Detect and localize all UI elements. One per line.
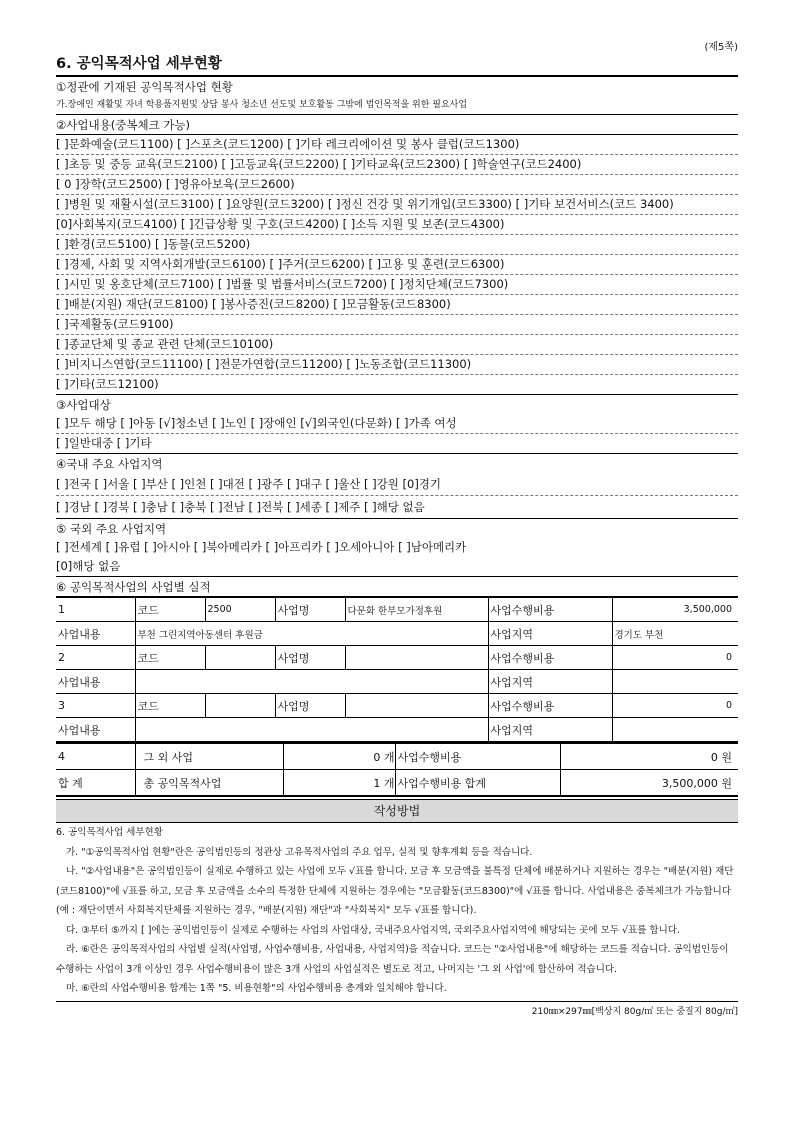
- business-line[interactable]: [ ]비지니스연합(코드11100) [ ]전문가연합(코드11200) [ ]노동조합(코드11300): [56, 355, 738, 375]
- business-line[interactable]: [ ]시민 및 옹호단체(코드7100) [ ]법률 및 법률서비스(코드7200) [ ]정치단체(코드7300): [56, 275, 738, 295]
- paper-spec-footer: 210㎜×297㎜[백상지 80g/㎡ 또는 중질지 80g/㎡]: [56, 1001, 738, 1017]
- guide-paragraph: 라. ⑥란은 공익목적사업의 사업별 실적(사업명, 사업수행비용, 사업내용, 사업지역)을 적습니다. 코드는 "②사업내용"에 해당하는 코드를 적습니다. 공익법인등이 수행하는 사업이 3개 이상인 경우 사업수행비용이 많은 3개 사업의 사업실적은 별도로 적고, 나머지는 '그 외 사업'에 합산하여 적습니다.: [56, 944, 729, 975]
- business-line[interactable]: [ ]문화예술(코드1100) [ ]스포츠(코드1200) [ ]기타 레크리에이션 및 봉사 클럽(코드1300): [56, 135, 738, 155]
- row-number: 2: [56, 646, 135, 670]
- content-label: 사업내용: [56, 622, 135, 646]
- business-line[interactable]: [0]사회복지(코드4100) [ ]긴급상황 및 구호(코드4200) [ ]소득 지원 및 보존(코드4300): [56, 215, 738, 235]
- guide-heading: 작성방법: [56, 799, 738, 823]
- other-number: 4: [56, 744, 135, 770]
- business-line[interactable]: [ ]국제활동(코드9100): [56, 315, 738, 335]
- section4-heading: ④국내 주요 사업지역: [56, 457, 163, 471]
- code-value[interactable]: [205, 646, 275, 670]
- cost-label: 사업수행비용: [488, 646, 612, 670]
- region-value[interactable]: 경기도 부천: [612, 622, 738, 646]
- cost-value[interactable]: 3,500,000: [612, 598, 738, 622]
- cost-label: 사업수행비용: [488, 694, 612, 718]
- business-line[interactable]: [ ]환경(코드5100) [ ]동물(코드5200): [56, 235, 738, 255]
- other-cost[interactable]: 0 원: [560, 744, 738, 770]
- table-row: [56, 670, 738, 694]
- name-label: 사업명: [275, 598, 345, 622]
- overseas-region-line[interactable]: [ ]전세계 [ ]유럽 [ ]아시아 [ ]북아메리카 [ ]아프리카 [ ]오세아니아 [ ]남아메리카: [56, 540, 467, 554]
- region-label: 사업지역: [488, 718, 612, 743]
- code-label: 코드: [135, 694, 205, 718]
- section3-heading: ③사업대상: [56, 398, 111, 412]
- content-value[interactable]: 부천 그린지역아동센터 후원금: [135, 622, 488, 646]
- domestic-region-line[interactable]: [ ]전국 [ ]서울 [ ]부산 [ ]인천 [ ]대전 [ ]광주 [ ]대구 [ ]울산 [ ]강원 [0]경기: [56, 473, 738, 496]
- guide-paragraph: 가. "①공익목적사업 현황"란은 공익법인등의 정관상 고유목적사업의 주요 업무, 실적 및 향후계획 등을 적습니다.: [66, 846, 533, 858]
- section6-heading: ⑥ 공익목적사업의 사업별 실적: [56, 577, 738, 598]
- other-count[interactable]: 0 개: [283, 744, 395, 770]
- table-row: [56, 622, 738, 646]
- other-cost-label: 사업수행비용: [395, 744, 560, 770]
- content-value[interactable]: [135, 718, 488, 743]
- form-page: [56, 36, 738, 1017]
- total-row: [56, 770, 738, 797]
- table-row: [56, 598, 738, 622]
- guide-body: [56, 823, 738, 999]
- summary-table: [56, 743, 738, 797]
- cost-value[interactable]: 0: [612, 694, 738, 718]
- guide-title: 6. 공익목적사업 세부현황: [56, 827, 163, 838]
- code-label: 코드: [135, 646, 205, 670]
- domestic-region-line[interactable]: [ ]경남 [ ]경북 [ ]충남 [ ]충북 [ ]전남 [ ]전북 [ ]세종 [ ]제주 [ ]해당 없음: [56, 496, 738, 519]
- overseas-region-line[interactable]: [0]해당 없음: [56, 557, 738, 577]
- section5-heading: ⑤ 국외 주요 사업지역: [56, 522, 167, 536]
- business-line[interactable]: [ ]병원 및 재활시설(코드3100) [ ]요양원(코드3200) [ ]정신 건강 및 위기개입(코드3300) [ ]기타 보건서비스(코드 3400): [56, 195, 738, 215]
- region-value[interactable]: [612, 718, 738, 743]
- cost-value[interactable]: 0: [612, 646, 738, 670]
- cost-label: 사업수행비용: [488, 598, 612, 622]
- section1-heading: ①정관에 기재된 공익목적사업 현황: [56, 80, 233, 94]
- section1-text: 가.장애인 재활및 자녀 학용품지원및 상담 봉사 청소년 선도및 보호활동 그밖에 법인목적을 위한 필요사업: [56, 96, 738, 115]
- content-label: 사업내용: [56, 718, 135, 743]
- target-line[interactable]: [ ]일반대중 [ ]기타: [56, 434, 738, 454]
- code-value[interactable]: 2500: [205, 598, 275, 622]
- guide-paragraph: 나. "②사업내용"은 공익법인등이 실제로 수행하고 있는 사업에 모두 √표를 합니다. 모금 후 모금액을 불특정 단체에 배분하거나 지원하는 경우는 "배분(지원) 재단(코드8100)"에 √표를 하고, 모금 후 모금액을 소수의 특정한 단체에 지원하는 경우에는 "모금활동(코드8300)"에 √표를 합니다. 사업내용은 중복체크가 가능합니다(예 : 재단이면서 사회복지단체를 지원하는 경우, "배분(지원) 재단"과 "사회복지" 모두 √표를 합니다).: [56, 866, 734, 916]
- guide-paragraph: 다. ③부터 ⑤까지 [ ]에는 공익법인등이 실제로 수행하는 사업의 사업대상, 국내주요사업지역, 국외주요사업지역에 해당되는 곳에 모두 √표를 합니다.: [66, 924, 680, 936]
- code-value[interactable]: [205, 694, 275, 718]
- code-label: 코드: [135, 598, 205, 622]
- name-label: 사업명: [275, 694, 345, 718]
- content-value[interactable]: [135, 670, 488, 694]
- content-label: 사업내용: [56, 670, 135, 694]
- row-number: 3: [56, 694, 135, 718]
- business-line[interactable]: [ ]경제, 사회 및 지역사회개발(코드6100) [ ]주거(코드6200) [ ]고용 및 훈련(코드6300): [56, 255, 738, 275]
- table-row: [56, 718, 738, 743]
- total-cost[interactable]: 3,500,000 원: [560, 770, 738, 797]
- page-number: (제5쪽): [704, 42, 738, 53]
- region-label: 사업지역: [488, 622, 612, 646]
- region-value[interactable]: [612, 670, 738, 694]
- guide-paragraph: 마. ⑥란의 사업수행비용 합계는 1쪽 "5. 비용현황"의 사업수행비용 총계와 일치해야 합니다.: [66, 983, 447, 994]
- business-line[interactable]: [ ]종교단체 및 종교 관련 단체(코드10100): [56, 335, 738, 355]
- row-number: 1: [56, 598, 135, 622]
- total-sub-label: 총 공익목적사업: [135, 770, 283, 797]
- business-line[interactable]: [ ]초등 및 중등 교육(코드2100) [ ]고등교육(코드2200) [ ]기타교육(코드2300) [ ]학술연구(코드2400): [56, 155, 738, 175]
- business-line[interactable]: [ 0 ]장학(코드2500) [ ]영유아보육(코드2600): [56, 175, 738, 195]
- region-label: 사업지역: [488, 670, 612, 694]
- performance-table: [56, 598, 738, 743]
- table-row: [56, 646, 738, 670]
- total-cost-label: 사업수행비용 합계: [395, 770, 560, 797]
- name-value[interactable]: 다문화 한부모가정후원: [345, 598, 488, 622]
- business-line[interactable]: [ ]기타(코드12100): [56, 375, 738, 395]
- other-row: [56, 744, 738, 770]
- total-count[interactable]: 1 개: [283, 770, 395, 797]
- target-line[interactable]: [ ]모두 해당 [ ]아동 [√]청소년 [ ]노인 [ ]장애인 [√]외국인(다문화) [ ]가족 여성: [56, 414, 738, 434]
- business-line[interactable]: [ ]배분(지원) 재단(코드8100) [ ]봉사증진(코드8200) [ ]모금활동(코드8300): [56, 295, 738, 315]
- name-label: 사업명: [275, 646, 345, 670]
- name-value[interactable]: [345, 694, 488, 718]
- table-row: [56, 694, 738, 718]
- page-title: 6. 공익목적사업 세부현황: [56, 52, 738, 77]
- other-label: 그 외 사업: [135, 744, 283, 770]
- total-label: 합 계: [56, 770, 135, 797]
- section2-heading: ②사업내용(중복체크 가능): [56, 115, 738, 135]
- name-value[interactable]: [345, 646, 488, 670]
